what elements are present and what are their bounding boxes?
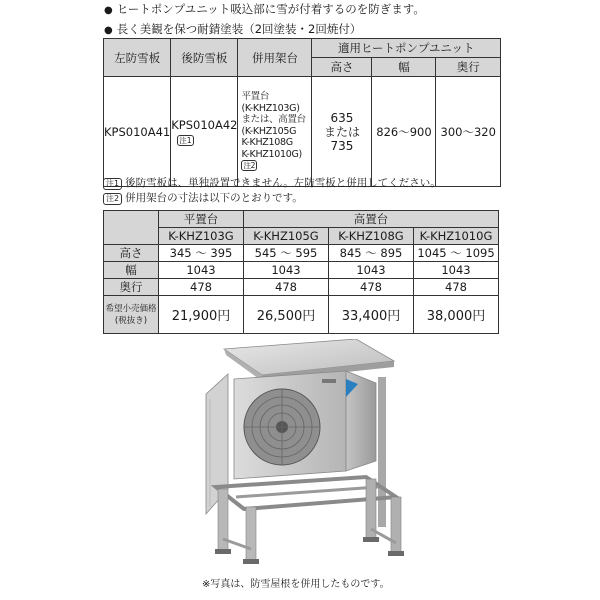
stand-line: (K-KHZ105G [241, 125, 297, 137]
value-cell: 478 [159, 279, 244, 296]
value-cell: 345 ～ 395 [159, 245, 244, 262]
group-high: 高置台 [244, 211, 499, 228]
value-cell: 545 ～ 595 [244, 245, 329, 262]
row-label: 幅 [104, 262, 159, 279]
note-2-tag: 注2 [103, 193, 122, 205]
header-depth: 奥行 [436, 58, 501, 77]
cell-height [312, 77, 372, 187]
note1-tag: 注1 [179, 135, 192, 145]
model-cell: K-KHZ103G [159, 228, 244, 245]
price-row [104, 296, 499, 334]
header-height: 高さ [312, 58, 372, 77]
height-line: 635 [330, 110, 354, 125]
stand-line: K-KHZ108G [241, 137, 293, 149]
feature-list [104, 0, 524, 40]
value-cell: 478 [414, 279, 499, 296]
table-row [104, 262, 499, 279]
spec-table [103, 38, 501, 187]
feature-item: ● 長く美観を保つ耐錆塗装（2回塗装・2回焼付） [104, 22, 362, 36]
value-cell: 1045 ～ 1095 [414, 245, 499, 262]
stand-line: K-KHZ1010G) [241, 148, 302, 160]
header-width: 幅 [372, 58, 436, 77]
note-2-text: 併用架台の寸法は以下のとおりです。 [125, 192, 303, 204]
stand-line: または、高置台 [241, 114, 306, 126]
value-cell: 1043 [329, 262, 414, 279]
notes [103, 176, 441, 206]
row-label: 高さ [104, 245, 159, 262]
value-cell: 478 [329, 279, 414, 296]
price-cell: 38,000円 [414, 296, 499, 334]
cell-depth: 300～320 [436, 77, 501, 187]
header-unit-group: 適用ヒートポンプユニット [312, 39, 501, 58]
height-line: 735 [330, 138, 354, 153]
value-cell: 845 ～ 895 [329, 245, 414, 262]
header-left-board: 左防雪板 [104, 39, 171, 77]
note-1-tag: 注1 [103, 178, 122, 190]
group-flat: 平置台 [159, 211, 244, 228]
model-cell: K-KHZ105G [244, 228, 329, 245]
stand-line: (K-KHZ103G) [241, 102, 300, 114]
header-rear-board: 後防雪板 [171, 39, 238, 77]
cell-left-board: KPS010A41 [104, 77, 171, 187]
cell-width: 826～900 [372, 77, 436, 187]
price-label-line2: (税抜き) [114, 315, 148, 326]
price-cell: 21,900円 [159, 296, 244, 334]
stand-table [103, 210, 499, 334]
value-cell: 1043 [159, 262, 244, 279]
cell-stand [238, 77, 312, 187]
corner-cell [104, 211, 159, 245]
table-row [104, 245, 499, 262]
feature-item: ● ヒートポンプユニット吸込部に雪が付着するのを防ぎます。 [104, 2, 425, 16]
row-label: 奥行 [104, 279, 159, 296]
note-2 [103, 191, 441, 206]
price-cell: 33,400円 [329, 296, 414, 334]
stand-model-row [104, 228, 499, 245]
header-stand: 併用架台 [238, 39, 312, 77]
heat-pump-on-stand-photo [196, 339, 410, 571]
feature-text: 長く美観を保つ耐錆塗装（2回塗装・2回焼付） [116, 22, 362, 36]
model-cell: K-KHZ1010G [414, 228, 499, 245]
spec-header-row [104, 39, 501, 58]
height-line: または [323, 124, 360, 139]
note-1-text: 後防雪板は、単独設置できません。左防雪板と併用してください。 [125, 177, 441, 189]
stand-line: 平置台 [241, 91, 270, 103]
stand-group-row [104, 211, 499, 228]
cell-rear-board [171, 77, 238, 187]
value-cell: 478 [244, 279, 329, 296]
note-1 [103, 176, 441, 191]
value-cell: 1043 [244, 262, 329, 279]
spec-data-row [104, 77, 501, 187]
price-cell: 26,500円 [244, 296, 329, 334]
rear-board-code: KPS010A42 [171, 117, 238, 132]
note2-tag: 注2 [243, 161, 256, 171]
price-label [104, 296, 159, 334]
value-cell: 1043 [414, 262, 499, 279]
feature-text: ヒートポンプユニット吸込部に雪が付着するのを防ぎます。 [116, 2, 425, 16]
photo-caption: ※写真は、防雪屋根を併用したものです。 [202, 579, 390, 590]
price-label-line1: 希望小売価格 [105, 303, 157, 314]
model-cell: K-KHZ108G [329, 228, 414, 245]
table-row [104, 279, 499, 296]
